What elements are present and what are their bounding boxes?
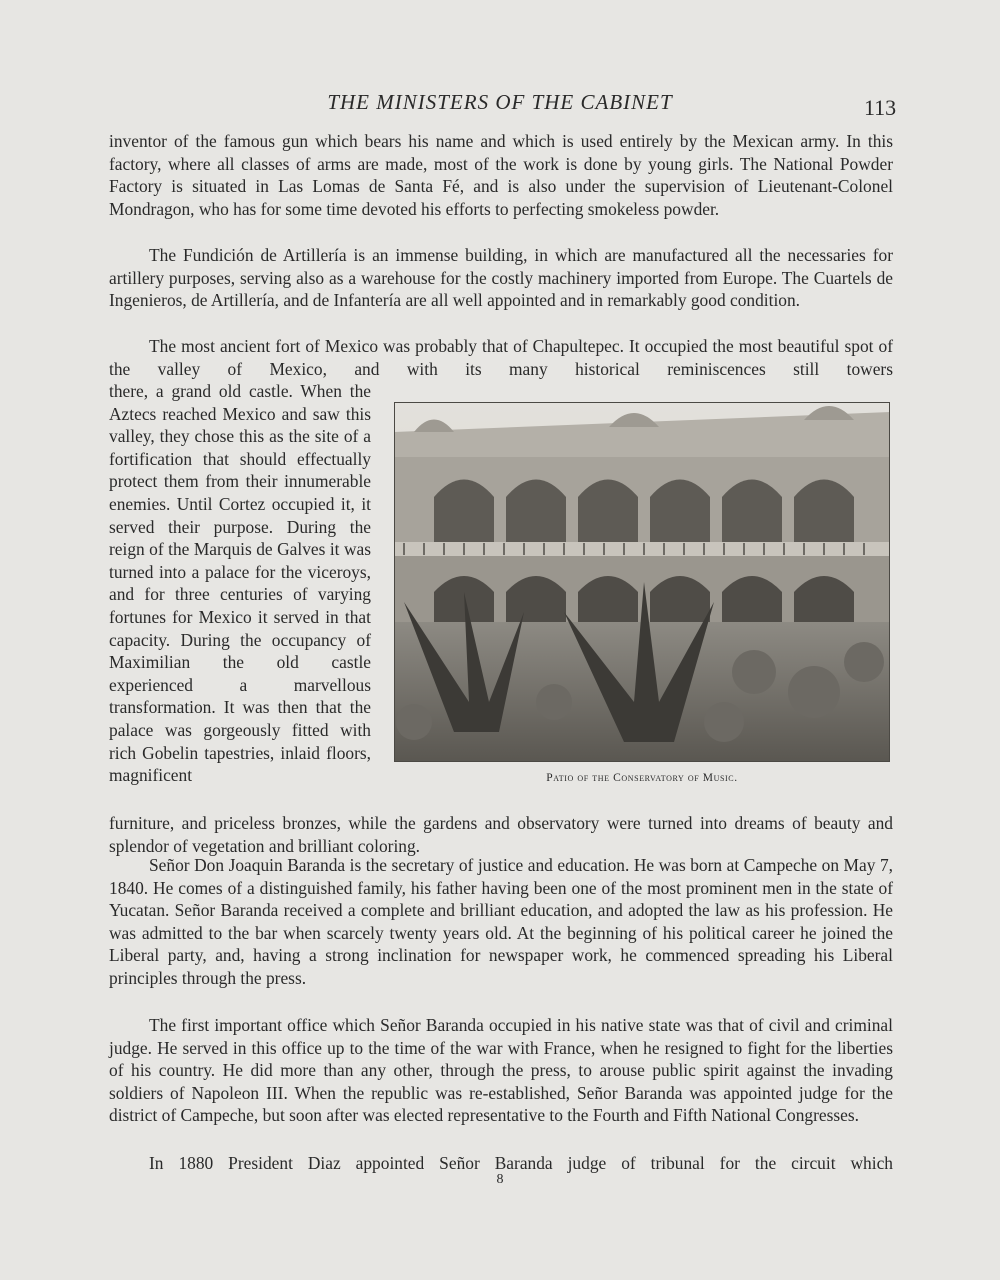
paragraph-baranda-career: The first important office which Señor Baranda occupied in his native state was that of civil and criminal judge. He served in this office up to the time of the war with France, when he resigned to fight for the liberties of his country. He did more than any other, through the press, to arouse public spirit against the invading soldiers of Napoleon III. When the republic was re-established, Señor Baranda was appointed judge for the district of Campeche, but soon after was elected representative to the Fourth and Fifth National Congresses. — [109, 1015, 893, 1126]
patio-illustration — [394, 402, 890, 762]
conservatory-patio-photo — [394, 402, 890, 762]
paragraph-fundicion: The Fundición de Artillería is an immense building, in which are manufactured all the necessaries for artillery purposes, serving also as a warehouse for the costly machinery imported from Europe. The Cuartels de Ingenieros, de Artillería, and de Infantería are all well appointed and in remarkably good condition. — [109, 245, 893, 311]
page-number: 113 — [864, 95, 897, 120]
signature-mark: 8 — [496, 1172, 504, 1187]
paragraph-chapultepec-wrap: there, a grand old castle. When the Aztecs reached Mexico and saw this valley, they chose this as the site of a fortification that should effectually protect them from their innumerable enemies. Until Cortez occupied it, it served their purpose. During the reign of the Marquis de Galves it was turned into a palace for the viceroys, and for three centuries of varying fortunes for Mexico it served in that capacity. During the occupancy of Maximilian the old castle experienced a marvellous transformation. It was then that the palace was gorgeously fitted with rich Gobelin tapestries, inlaid floors, magnificent — [109, 381, 371, 786]
running-title: THE MINISTERS OF THE CABINET — [327, 90, 673, 114]
paragraph-gun-factory: inventor of the famous gun which bears his name and which is used entirely by the Mexican army. In this factory, where all classes of arms are made, most of the work is done by young girls. The National Powder Factory is situated in Las Lomas de Santa Fé, and is also under the supervision of Lieutenant-Colonel Mondragon, who has for some time devoted his efforts to perfecting smokeless powder. — [109, 131, 893, 219]
paragraph-chapultepec-end: furniture, and priceless bronzes, while the gardens and observatory were turned into dreams of beauty and splendor of vegetation and brilliant coloring. — [109, 813, 893, 856]
paragraph-chapultepec-intro: The most ancient fort of Mexico was probably that of Chapultepec. It occupied the most beautiful spot of the valley of Mexico, and with its many historical reminiscences still towers — [109, 336, 893, 379]
paragraph-baranda-bio: Señor Don Joaquin Baranda is the secretary of justice and education. He was born at Campeche on May 7, 1840. He comes of a distinguished family, his father having been one of the most prominent men in the state of Yucatan. Señor Baranda received a complete and brilliant education, and adopted the law as his profession. He was admitted to the bar when scarcely twenty years old. At the beginning of his political career he joined the Liberal party, and, having a strong inclination for newspaper work, he commenced spreading his Liberal principles through the press. — [109, 855, 893, 988]
paragraph-baranda-1880: In 1880 President Diaz appointed Señor Baranda judge of tribunal for the circuit which — [149, 1153, 893, 1173]
figure-caption: Patio of the Conservatory of Music. — [546, 772, 738, 784]
